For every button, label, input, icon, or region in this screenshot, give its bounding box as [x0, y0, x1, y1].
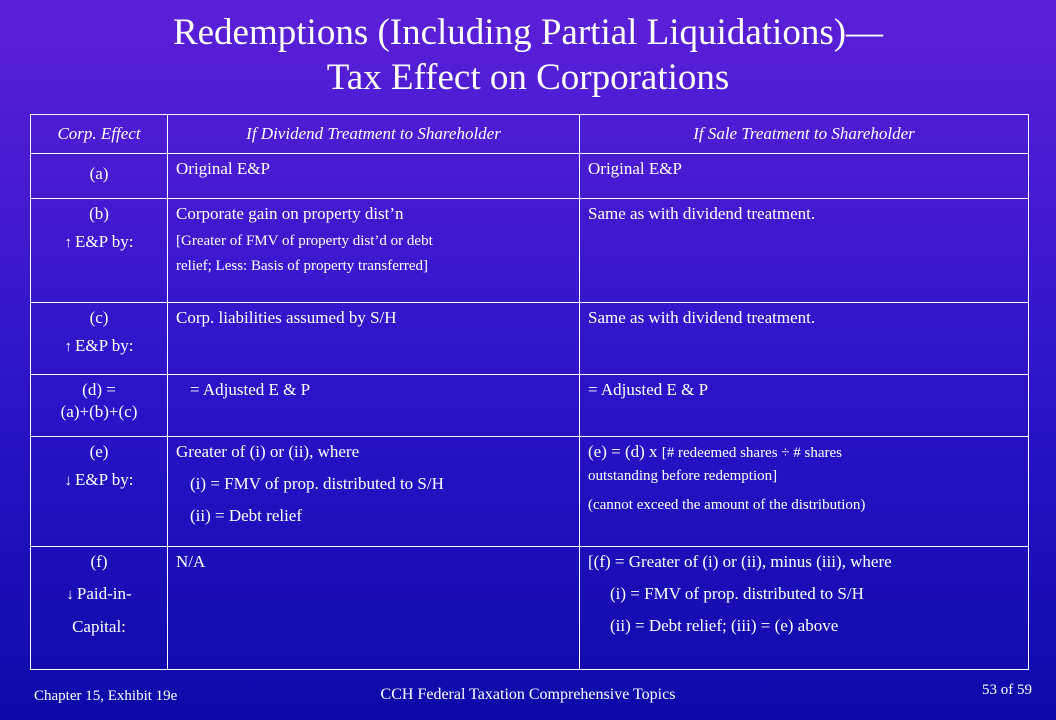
- row-f-sale-cell: [580, 547, 1029, 670]
- row-a-dividend-cell: [168, 154, 580, 199]
- row-e-dividend-1: Greater of (i) or (ii), where: [176, 442, 360, 461]
- row-f-label-cell: [31, 547, 168, 670]
- row-b-label-cell: [31, 199, 168, 303]
- up-arrow-icon: ↑: [64, 339, 73, 355]
- down-arrow-icon: ↓: [66, 587, 74, 603]
- footer-chapter: Chapter 15, Exhibit 19e: [34, 688, 178, 704]
- row-b-dividend-note-1: [Greater of FMV of property dist’d or debt: [176, 233, 433, 249]
- up-arrow-icon: ↑: [64, 235, 73, 251]
- row-a-dividend: Original E&P: [176, 159, 270, 178]
- row-e-sale-formula: (e) = (d) x: [588, 442, 662, 461]
- row-b-dividend-main: Corporate gain on property dist’n: [176, 204, 404, 223]
- table-row: [31, 154, 1029, 199]
- table-row: [31, 375, 1029, 437]
- row-e-sale-3: (cannot exceed the amount of the distribution): [588, 497, 866, 513]
- row-e-dividend-cell: [168, 437, 580, 547]
- row-f-sale-2: (i) = FMV of prop. distributed to S/H: [610, 584, 864, 603]
- row-e-effect: E&P by:: [75, 470, 134, 489]
- table-row: [31, 437, 1029, 547]
- row-d-dividend: = Adjusted E & P: [190, 380, 311, 399]
- row-e-sale-2: outstanding before redemption]: [588, 468, 778, 484]
- row-a-sale-cell: [580, 154, 1029, 199]
- title-line-1: Redemptions (Including Partial Liquidations)—: [172, 12, 884, 53]
- footer-course-title: CCH Federal Taxation Comprehensive Topics: [380, 686, 676, 703]
- header-sale-treatment: If Sale Treatment to Shareholder: [580, 115, 1029, 154]
- row-f-sale-3: (ii) = Debt relief; (iii) = (e) above: [610, 616, 839, 635]
- row-e-label: (e): [89, 442, 109, 461]
- row-f-effect-1: Paid-in-: [76, 584, 132, 603]
- row-f-sale-1: [(f) = Greater of (i) or (ii), minus (iii), where: [588, 552, 892, 571]
- row-d-dividend-cell: [168, 375, 580, 437]
- row-a-label-cell: [31, 154, 168, 199]
- row-c-sale: Same as with dividend treatment.: [588, 308, 816, 327]
- row-a-sale: Original E&P: [588, 159, 682, 178]
- row-d-label-2: (a)+(b)+(c): [60, 402, 138, 421]
- row-d-label-cell: [31, 375, 168, 437]
- row-f-dividend-cell: [168, 547, 580, 670]
- row-c-sale-cell: [580, 303, 1029, 375]
- row-b-dividend-note-2: relief; Less: Basis of property transferred]: [176, 258, 428, 274]
- row-a-label: (a): [89, 164, 109, 183]
- footer-page-number: 53 of 59: [982, 682, 1032, 698]
- row-c-dividend-cell: [168, 303, 580, 375]
- row-b-sale-cell: [580, 199, 1029, 303]
- row-c-effect: E&P by:: [75, 336, 134, 355]
- table-row: [31, 303, 1029, 375]
- row-b-label: (b): [89, 204, 109, 223]
- row-f-dividend: N/A: [176, 552, 206, 571]
- tax-effect-table: [30, 114, 1029, 670]
- row-b-sale: Same as with dividend treatment.: [588, 204, 816, 223]
- row-d-sale: = Adjusted E & P: [588, 380, 709, 399]
- row-b-dividend-cell: [168, 199, 580, 303]
- row-c-label-cell: [31, 303, 168, 375]
- row-f-effect-2: Capital:: [72, 617, 126, 636]
- row-e-sale-ratio: [# redeemed shares ÷ # shares: [661, 445, 843, 461]
- table-row: [31, 547, 1029, 670]
- slide-title: [0, 10, 1056, 100]
- header-corp-effect: Corp. Effect: [31, 115, 168, 154]
- row-f-label: (f): [90, 552, 108, 571]
- row-d-label-1: (d) =: [82, 380, 116, 399]
- header-dividend-treatment: If Dividend Treatment to Shareholder: [168, 115, 580, 154]
- row-d-sale-cell: [580, 375, 1029, 437]
- row-e-dividend-3: (ii) = Debt relief: [190, 506, 303, 525]
- title-line-2: Tax Effect on Corporations: [326, 57, 730, 98]
- table-row: [31, 199, 1029, 303]
- row-c-dividend: Corp. liabilities assumed by S/H: [176, 308, 397, 327]
- down-arrow-icon: ↓: [64, 473, 73, 489]
- row-e-sale-cell: [580, 437, 1029, 547]
- row-c-label: (c): [89, 308, 109, 327]
- row-b-effect: E&P by:: [75, 232, 134, 251]
- row-e-label-cell: [31, 437, 168, 547]
- header-row: [31, 115, 1029, 154]
- row-e-dividend-2: (i) = FMV of prop. distributed to S/H: [190, 474, 444, 493]
